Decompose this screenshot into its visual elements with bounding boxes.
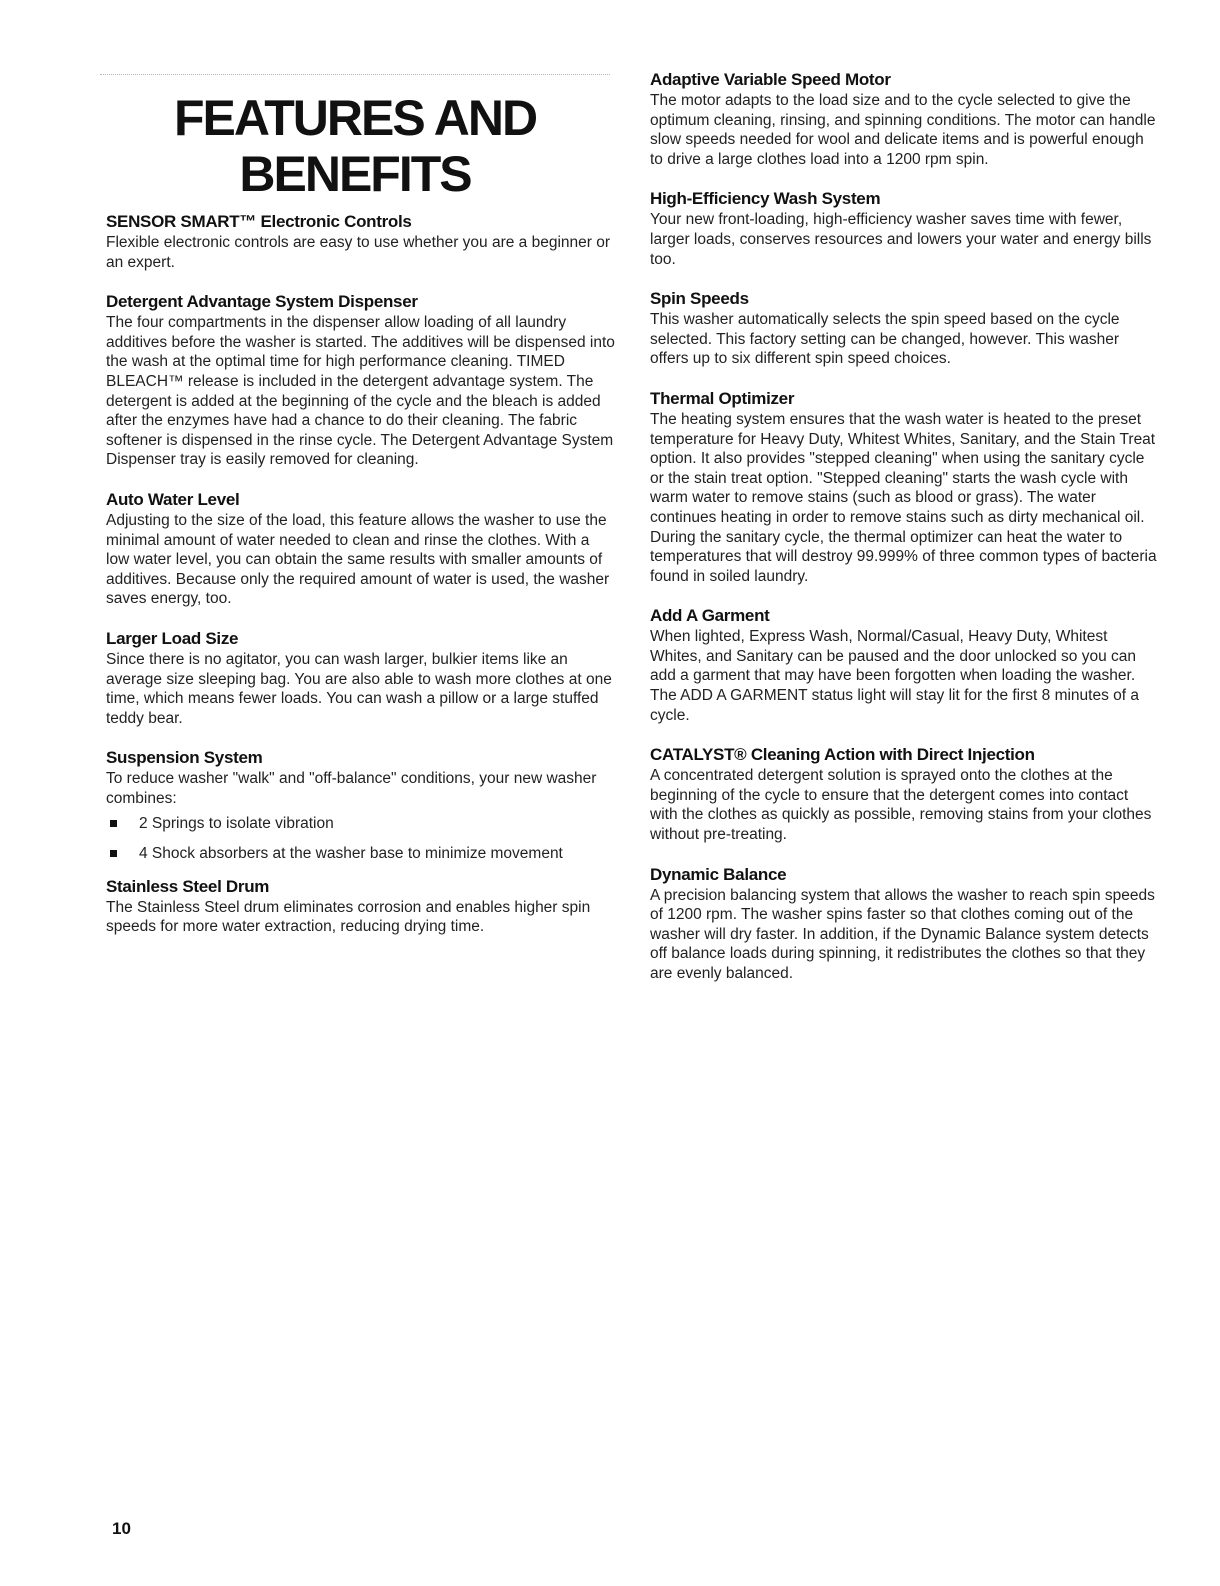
section-body: To reduce washer "walk" and "off-balance" conditions, your new washer combines: (106, 770, 597, 807)
section-body: Flexible electronic controls are easy to use whether you are a beginner or an expert. (106, 234, 611, 271)
section-detergent-dispenser (106, 291, 616, 470)
list-item (106, 814, 616, 834)
page-title-line-2: BENEFITS (239, 146, 471, 202)
section-sensor-smart (106, 211, 616, 272)
section-heading: Detergent Advantage System Dispenser (106, 292, 418, 312)
section-body: A precision balancing system that allows the washer to reach spin speeds of 1200 rpm. The washer spins faster so that clothes coming out of the washer will dry faster. In addition, if the Dynamic Balance system detects off balance loads during spinning, it redistributes the clothes so that they are evenly balanced. (650, 886, 1155, 982)
section-body: Adjusting to the size of the load, this feature allows the washer to use the minimal amount of water needed to clean and rinse the clothes. With a low water level, you can obtain the same results with smaller amounts of additives. Because only the required amount of water is used, the washer saves energy, too. (106, 511, 610, 608)
section-spin-speeds (650, 288, 1160, 369)
title-divider (100, 74, 610, 75)
section-thermal-optimizer (650, 388, 1160, 586)
section-body: When lighted, Express Wash, Normal/Casual, Heavy Duty, Whitest Whites, and Sanitary can be paused and the door unlocked so you can add a garment that may have been forgotten when loading the washer. The ADD A GARMENT status light will stay lit for the first 8 minutes of a cycle. (650, 628, 1139, 724)
section-body: The motor adapts to the load size and to the cycle selected to give the optimum cleaning, rinsing, and spinning conditions. The motor can handle slow speeds needed for wool and delicate items and is powerful enough to drive a large clothes load into a 1200 rpm spin. (650, 92, 1156, 168)
list-item-text: 2 Springs to isolate vibration (139, 815, 334, 833)
left-column (106, 211, 616, 956)
page-title-line-1: FEATURES AND (173, 90, 537, 146)
section-adaptive-motor (650, 69, 1160, 169)
section-body: Your new front-loading, high-efficiency washer saves time with fewer, larger loads, conserves resources and lowers your water and energy bills too. (650, 211, 1152, 268)
section-heading: CATALYST® Cleaning Action with Direct Injection (650, 745, 1035, 765)
section-body: This washer automatically selects the spin speed based on the cycle selected. This factory setting can be changed, however. This washer offers up to six different spin speed choices. (650, 311, 1120, 368)
section-suspension-system (106, 747, 616, 863)
section-body: Since there is no agitator, you can wash larger, bulkier items like an average size sleeping bag. You are also able to wash more clothes at one time, which means fewer loads. You can wash a pillow or a large stuffed teddy bear. (106, 650, 612, 727)
section-body: The four compartments in the dispenser allow loading of all laundry additives before the washer is started. The additives will be dispensed into the wash at the optimal time for high performance cleaning. TIMED BLEACH™ release is included in the detergent advantage system. The detergent is added at the beginning of the cycle and the bleach is added after the enzymes have had a chance to do their cleaning. The fabric softener is dispensed in the rinse cycle. The Detergent Advantage System Dispenser tray is easily removed for cleaning. (106, 314, 615, 469)
section-larger-load-size (106, 628, 616, 728)
page-title (100, 90, 610, 202)
section-body: The heating system ensures that the wash water is heated to the preset temperature for Heavy Duty, Whitest Whites, Sanitary, and the Stain Treat option. It also provides "stepped cleaning" when using the sanitary cycle or the stain treat option. "Stepped cleaning" starts the wash cycle with warm water to remove stains (such as blood or grass). The water continues heating in order to remove stains such as dirty mechanical oil. During the sanitary cycle, the thermal optimizer can heat the water to temperatures that will destroy 99.999% of three common types of bacteria found in soiled laundry. (650, 410, 1157, 585)
section-dynamic-balance (650, 864, 1160, 984)
bullet-square-icon (110, 820, 117, 827)
page-number: 10 (112, 1519, 131, 1538)
list-item-text: 4 Shock absorbers at the washer base to minimize movement (139, 845, 563, 863)
bullet-square-icon (110, 850, 117, 857)
section-heading: Adaptive Variable Speed Motor (650, 70, 891, 89)
section-heading: Auto Water Level (106, 489, 240, 509)
section-body: The Stainless Steel drum eliminates corrosion and enables higher spin speeds for more water extraction, reducing drying time. (106, 898, 591, 936)
section-add-a-garment (650, 605, 1160, 725)
section-high-efficiency-wash (650, 188, 1160, 269)
section-heading: Larger Load Size (106, 628, 239, 648)
section-heading: Add A Garment (650, 606, 770, 626)
section-heading: Stainless Steel Drum (106, 876, 270, 896)
right-column (650, 69, 1160, 1003)
section-heading: Dynamic Balance (650, 864, 787, 884)
section-body: A concentrated detergent solution is sprayed onto the clothes at the beginning of the cycle to ensure that the detergent comes into contact with the clothes as quickly as possible, removing stains from your clothes without pre-treating. (650, 767, 1152, 844)
section-heading: Spin Speeds (650, 289, 749, 309)
section-heading: Thermal Optimizer (650, 388, 795, 408)
section-catalyst-cleaning (650, 744, 1160, 844)
suspension-bullet-list (106, 814, 616, 863)
section-heading: SENSOR SMART™ Electronic Controls (106, 212, 412, 231)
section-auto-water-level (106, 489, 616, 609)
section-stainless-steel-drum (106, 876, 616, 937)
section-heading: High-Efficiency Wash System (650, 189, 881, 209)
section-heading: Suspension System (106, 748, 263, 768)
list-item (106, 844, 616, 864)
